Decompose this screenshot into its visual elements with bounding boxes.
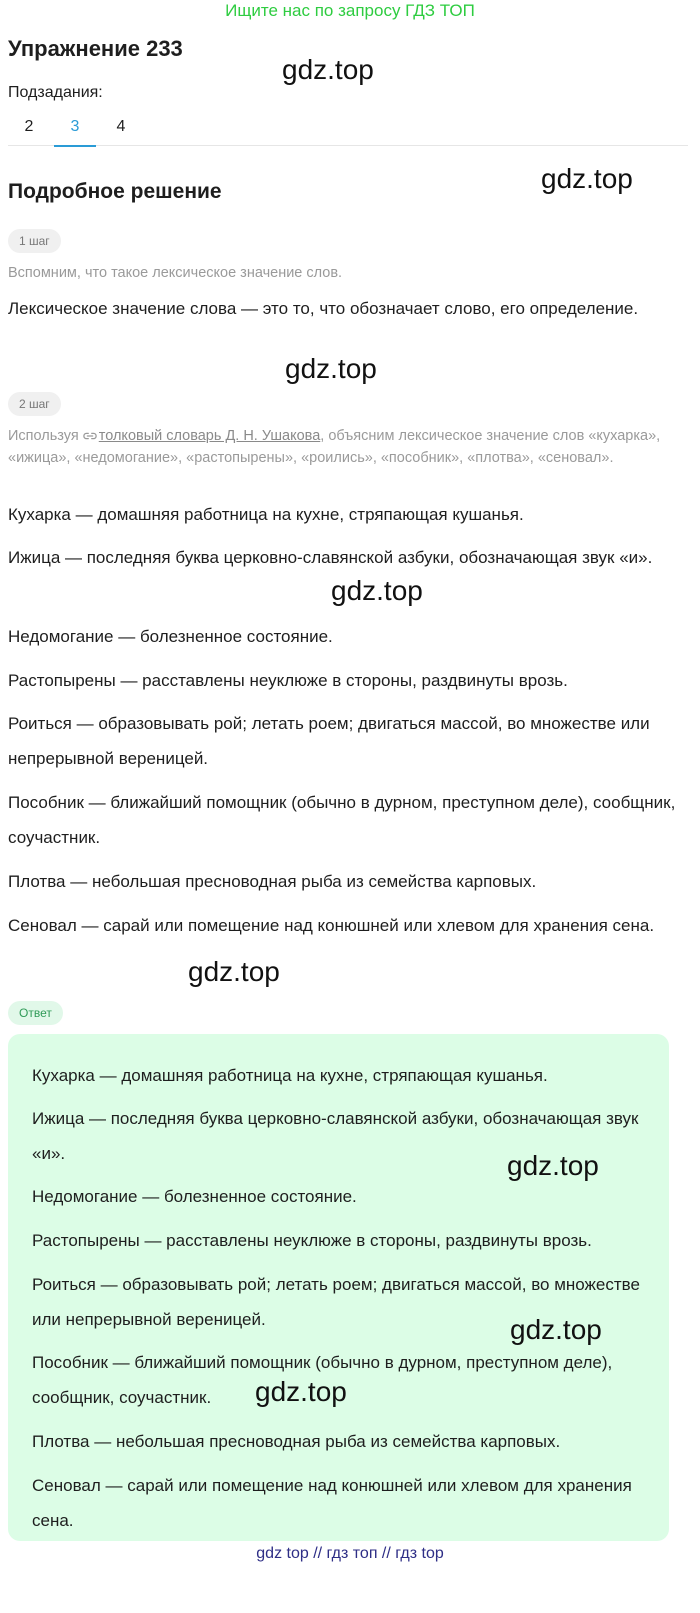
watermark: gdz.top [282,54,374,85]
footer-text: gdz top // гдз топ // гдз top [256,1545,444,1562]
watermark: gdz.top [331,575,423,606]
step-2-badge: 2 шаг [8,392,61,416]
definition-kukharka: Кухарка — домашняя работница на кухне, стряпающая кушанья. [8,505,524,524]
step-1-hint: Вспомним, что такое лексическое значение слов. [8,265,343,281]
link-icon [83,431,97,441]
search-banner: Ищите нас по запросу ГДЗ ТОП [225,1,475,20]
answer-posobnik: Пособник — ближайший помощник (обычно в дурном, преступном деле), сообщник, соучастник. [32,1353,613,1407]
definition-nedomoganie: Недомогание — болезненное состояние. [8,627,333,646]
answer-izhitsa: Ижица — последняя буква церковно-славянской азбуки, обозначающая звук «и». [32,1109,639,1163]
watermark: gdz.top [510,1314,602,1345]
definition-senoval: Сеновал — сарай или помещение над конюшней или хлевом для хранения сена. [8,916,655,935]
exercise-title: Упражнение 233 [8,36,183,61]
step-1-paragraph: Лексическое значение слова — это то, что обозначает слово, его определение. [8,299,639,318]
tab-subtask-3[interactable]: 3 [54,108,96,146]
subtasks-label: Подзадания: [8,84,103,101]
dictionary-link[interactable] [83,428,321,444]
definition-roitsya: Роиться — образовывать рой; летать роем; двигаться массой, во множестве или непрерывной вереницей. [8,714,650,768]
step-2-hint [8,425,678,469]
definition-izhitsa: Ижица — последняя буква церковно-славянской азбуки, обозначающая звук «и». [8,548,653,567]
hint-prefix: Используя [8,428,79,444]
definition-plotva: Плотва — небольшая пресноводная рыба из семейства карповых. [8,872,537,891]
tab-subtask-2[interactable]: 2 [24,118,34,135]
dictionary-link-label: толковый словарь Д. Н. Ушакова [98,428,321,444]
watermark: gdz.top [507,1150,599,1181]
watermark: gdz.top [188,956,280,987]
answer-senoval: Сеновал — сарай или помещение над конюшней или хлевом для хранения сена. [32,1476,632,1530]
hint-suffix: , объясним лексическое значение слов «кухарка», «ижица», «недомогание», «растопырены», «роились», «пособник», «плотва», «сеновал». [8,428,661,466]
answer-box [8,1034,669,1541]
answer-plotva: Плотва — небольшая пресноводная рыба из семейства карповых. [32,1432,561,1451]
answer-nedomoganie: Недомогание — болезненное состояние. [32,1187,357,1206]
solution-title: Подробное решение [8,180,222,203]
watermark: gdz.top [255,1376,347,1407]
watermark: gdz.top [541,163,633,194]
answer-rastopyreny: Растопырены — расставлены неуклюже в стороны, раздвинуты врозь. [32,1231,592,1250]
tab-subtask-4[interactable]: 4 [116,118,126,135]
definition-posobnik: Пособник — ближайший помощник (обычно в дурном, преступном деле), сообщник, соучастник. [8,793,676,847]
watermark: gdz.top [285,353,377,384]
definition-rastopyreny: Растопырены — расставлены неуклюже в стороны, раздвинуты врозь. [8,671,568,690]
answer-kukharka: Кухарка — домашняя работница на кухне, стряпающая кушанья. [32,1066,548,1085]
answer-roitsya: Роиться — образовывать рой; летать роем; двигаться массой, во множестве или непрерывной вереницей. [32,1275,640,1329]
answer-badge: Ответ [8,1001,63,1025]
subtask-tabs [8,108,688,146]
step-1-badge: 1 шаг [8,229,61,253]
